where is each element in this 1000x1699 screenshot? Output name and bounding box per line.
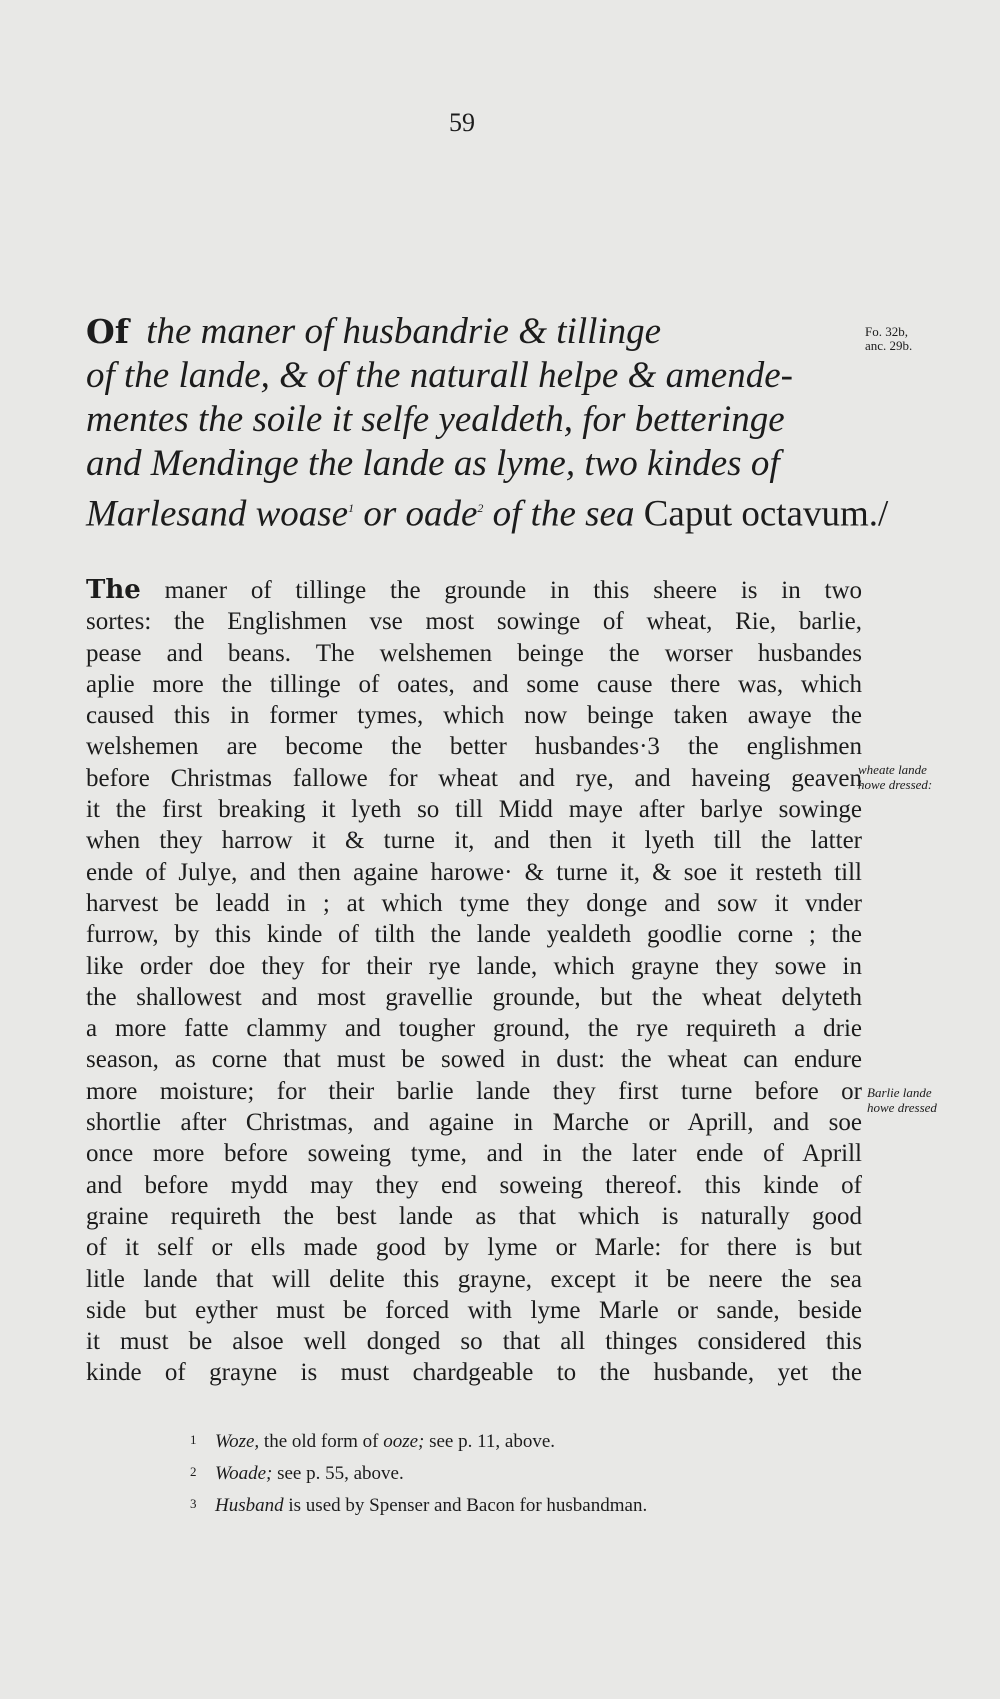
- footnote-ref: 1: [348, 501, 355, 515]
- body-line: when they harrow it & turne it, and then it lyeth till the latter: [86, 827, 862, 855]
- footnote-text: is used by Spenser and Bacon for husbandman.: [283, 1495, 648, 1516]
- body-line: sortes: the Englishmen vse most sowinge of wheat, Rie, barlie,: [86, 608, 862, 636]
- body-line: and before mydd may they end soweing thereof. this kinde of: [86, 1171, 862, 1199]
- footnote-text: see p. 11, above.: [424, 1431, 556, 1452]
- body-line: The maner of tillinge the grounde in this sheere is in two: [86, 575, 862, 605]
- body-line: litle lande that will delite this grayne, except it be neere the sea: [86, 1265, 862, 1293]
- footnote-text: Woade;: [215, 1463, 273, 1484]
- heading-line: mentes the soile it selfe yealdeth, for betteringe: [86, 399, 785, 440]
- heading-dropcap: Of: [86, 312, 129, 351]
- body-dropcap: The: [86, 575, 141, 605]
- margin-note-folio: Fo. 32b, anc. 29b.: [865, 324, 913, 353]
- body-line: ende of Julye, and then againe harowe· & turne it, & soe it resteth till: [86, 858, 862, 886]
- body-line: side but eyther must be forced with lyme Marle or sande, beside: [86, 1296, 862, 1324]
- body-line: pease and beans. The welshemen beinge the worser husbandes: [86, 639, 862, 667]
- body-line: caused this in former tymes, which now beinge taken awaye the: [86, 702, 862, 730]
- body-line: more moisture; for their barlie lande they first turne before or: [86, 1077, 862, 1105]
- body-line: shortlie after Christmas, and againe in Marche or Aprill, and soe: [86, 1109, 862, 1137]
- footnote-text: Husband: [215, 1495, 284, 1516]
- body-line: kinde of grayne is must chardgeable to the husbande, yet the: [86, 1359, 862, 1387]
- footnote: [190, 1457, 910, 1489]
- body-line: season, as corne that must be sowed in dust: the wheat can endure: [86, 1046, 862, 1074]
- heading-line: of the lande, & of the naturall helpe & amende-: [86, 355, 793, 396]
- body-text: [86, 575, 862, 1389]
- footnote-text: see p. 55, above.: [272, 1463, 404, 1484]
- caput-label: Caput octavum./: [643, 493, 889, 535]
- heading-line: Of the maner of husbandrie & tillinge: [86, 311, 662, 352]
- body-line: the shallowest and most gravellie grounde, but the wheat delyteth: [86, 983, 862, 1011]
- body-line: it must be alsoe well donged so that all thinges considered this: [86, 1328, 862, 1356]
- body-line: of it self or ells made good by lyme or Marle: for there is but: [86, 1234, 862, 1262]
- body-line: once more before soweing tyme, and in the later ende of Aprill: [86, 1140, 862, 1168]
- footnote: [190, 1489, 910, 1521]
- footnotes: [190, 1425, 910, 1521]
- footnote-number: 3: [190, 1496, 197, 1511]
- margin-note-wheat: wheate lande howe dressed:: [858, 762, 933, 792]
- footnote-number: 2: [190, 1464, 197, 1479]
- footnote-text: the old form of: [259, 1431, 384, 1452]
- body-line: aplie more the tillinge of oates, and some cause there was, which: [86, 670, 862, 698]
- body-line: it the first breaking it lyeth so till Midd maye after barlye sowinge: [86, 796, 862, 824]
- body-line: a more fatte clammy and tougher ground, the rye requireth a drie: [86, 1015, 862, 1043]
- body-line: harvest be leadd in ; at which tyme they donge and sow it vnder: [86, 889, 862, 917]
- body-line: graine requireth the best lande as that which is naturally good: [86, 1202, 862, 1230]
- footnote-text: Woze,: [215, 1431, 260, 1452]
- body-line: welshemen are become the better husbandes·3 the englishmen: [86, 733, 862, 761]
- footnote-text: ooze;: [383, 1431, 425, 1452]
- body-line: like order doe they for their rye lande, which grayne they sowe in: [86, 952, 862, 980]
- margin-note-barlie: Barlie lande howe dressed: [867, 1085, 937, 1115]
- heading-line: Marlesand woase$^1$ or oade$^2$ of the sea Caput octavum./: [86, 493, 889, 535]
- page-number: 59: [449, 108, 475, 137]
- body-line: before Christmas fallowe for wheat and rye, and haveing geaven: [86, 764, 862, 792]
- body-line: furrow, by this kinde of tilth the lande yealdeth goodlie corne ; the: [86, 921, 862, 949]
- footnote-number: 1: [190, 1432, 197, 1447]
- heading-line: and Mendinge the lande as lyme, two kindes of: [86, 443, 780, 484]
- footnote-ref: 2: [477, 501, 484, 515]
- footnote: [190, 1425, 910, 1457]
